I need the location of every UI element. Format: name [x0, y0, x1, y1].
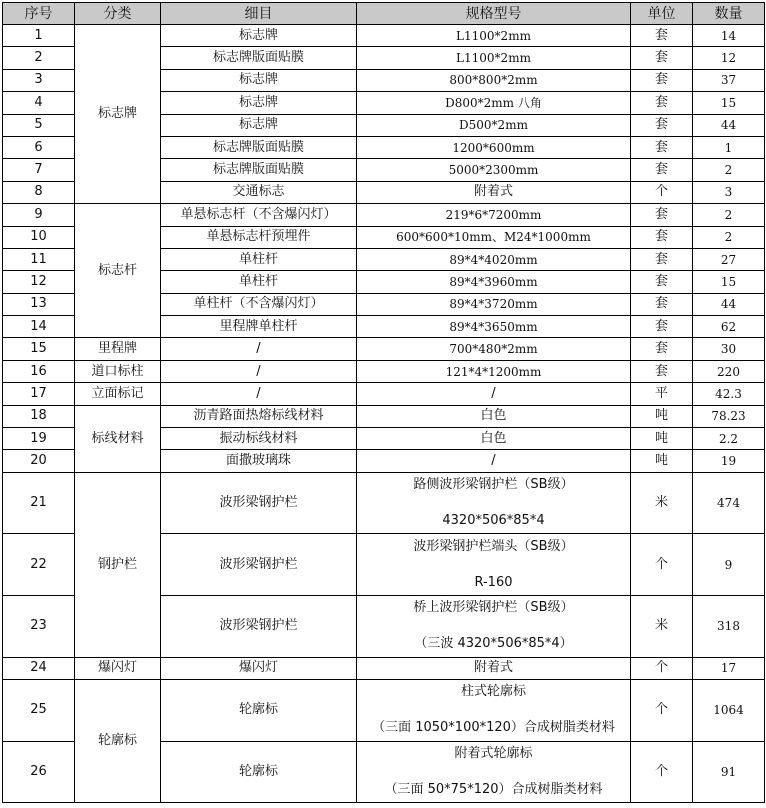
spec-cell: 5000*2300mm — [357, 159, 631, 181]
spec-cell — [357, 679, 631, 741]
header-qty: 数量 — [693, 3, 765, 25]
row-no: 20 — [3, 450, 75, 472]
row-no: 22 — [3, 534, 75, 596]
qty-cell: 78.23 — [693, 405, 765, 427]
item-cell: 面撒玻璃珠 — [161, 450, 357, 472]
qty-cell: 37 — [693, 69, 765, 91]
row-no: 14 — [3, 316, 75, 338]
item-cell: 单悬标志杆（不含爆闪灯） — [161, 204, 357, 226]
qty-cell: 9 — [693, 534, 765, 596]
unit-cell: 米 — [631, 472, 693, 534]
unit-cell: 套 — [631, 25, 693, 47]
spec-cell: D500*2mm — [357, 114, 631, 136]
item-cell: 沥青路面热熔标线材料 — [161, 405, 357, 427]
item-cell: 波形梁钢护栏 — [161, 534, 357, 596]
item-cell: 标志牌 — [161, 69, 357, 91]
spec-cell: 89*4*3960mm — [357, 271, 631, 293]
header-category: 分类 — [75, 3, 161, 25]
row-no: 4 — [3, 92, 75, 114]
row-no: 7 — [3, 159, 75, 181]
qty-cell: 3 — [693, 181, 765, 203]
materials-table — [2, 2, 765, 803]
unit-cell: 套 — [631, 69, 693, 91]
row-no: 17 — [3, 383, 75, 405]
qty-cell: 2.2 — [693, 428, 765, 450]
unit-cell: 平 — [631, 383, 693, 405]
qty-cell: 1064 — [693, 679, 765, 741]
unit-cell: 套 — [631, 136, 693, 158]
row-no: 16 — [3, 360, 75, 382]
qty-cell: 44 — [693, 114, 765, 136]
row-no: 11 — [3, 248, 75, 270]
spec-line-2: （三面 1050*100*120）合成树脂类材料 — [372, 720, 615, 736]
qty-cell: 19 — [693, 450, 765, 472]
header-row — [3, 3, 765, 25]
row-no: 25 — [3, 679, 75, 741]
item-cell: 标志牌版面贴膜 — [161, 159, 357, 181]
spec-cell: 白色 — [357, 405, 631, 427]
spec-line-2: R-160 — [474, 574, 513, 590]
item-cell: / — [161, 338, 357, 360]
spec-cell: 89*4*3720mm — [357, 293, 631, 315]
unit-cell: 个 — [631, 534, 693, 596]
item-cell: 标志牌 — [161, 92, 357, 114]
row-no: 18 — [3, 405, 75, 427]
unit-cell: 套 — [631, 159, 693, 181]
item-cell: / — [161, 383, 357, 405]
spec-cell — [357, 472, 631, 534]
item-cell: 单柱杆 — [161, 271, 357, 293]
spec-line: 路侧波形梁钢护栏（SB级） — [413, 477, 574, 493]
item-cell: 交通标志 — [161, 181, 357, 203]
category-cell: 爆闪灯 — [75, 657, 161, 679]
item-cell: 标志牌版面贴膜 — [161, 47, 357, 69]
category-cell: 标志牌 — [75, 25, 161, 204]
qty-cell: 15 — [693, 92, 765, 114]
unit-cell: 套 — [631, 316, 693, 338]
row-no: 6 — [3, 136, 75, 158]
qty-cell: 2 — [693, 204, 765, 226]
row-no: 1 — [3, 25, 75, 47]
unit-cell: 吨 — [631, 405, 693, 427]
item-cell: 标志牌 — [161, 114, 357, 136]
category-cell: 标志杆 — [75, 204, 161, 338]
unit-cell: 套 — [631, 271, 693, 293]
qty-cell: 42.3 — [693, 383, 765, 405]
category-cell: 里程牌 — [75, 338, 161, 360]
item-cell: 标志牌 — [161, 25, 357, 47]
spec-cell — [357, 596, 631, 658]
spec-line-2: （三面 50*75*120）合成树脂类材料 — [384, 781, 603, 797]
spec-line: 柱式轮廓标 — [460, 684, 526, 700]
spec-cell: L1100*2mm — [357, 25, 631, 47]
table-row — [3, 25, 765, 47]
unit-cell: 套 — [631, 114, 693, 136]
category-cell: 标线材料 — [75, 405, 161, 472]
row-no: 24 — [3, 657, 75, 679]
table-row — [3, 679, 765, 741]
spec-line-2: 4320*506*85*4 — [442, 513, 545, 529]
qty-cell: 91 — [693, 741, 765, 803]
category-cell: 轮廓标 — [75, 679, 161, 802]
category-cell: 立面标记 — [75, 383, 161, 405]
spec-cell: / — [357, 450, 631, 472]
spec-cell: 附着式 — [357, 657, 631, 679]
item-cell: 振动标线材料 — [161, 428, 357, 450]
unit-cell: 米 — [631, 596, 693, 658]
row-no: 26 — [3, 741, 75, 803]
spec-line: 桥上波形梁钢护栏（SB级） — [413, 600, 574, 616]
spec-cell: 附着式 — [357, 181, 631, 203]
item-cell: 标志牌版面贴膜 — [161, 136, 357, 158]
qty-cell: 318 — [693, 596, 765, 658]
qty-cell: 14 — [693, 25, 765, 47]
item-cell: 波形梁钢护栏 — [161, 472, 357, 534]
row-no: 9 — [3, 204, 75, 226]
spec-cell: 219*6*7200mm — [357, 204, 631, 226]
spec-cell: 1200*600mm — [357, 136, 631, 158]
table-row — [3, 657, 765, 679]
unit-cell: 个 — [631, 679, 693, 741]
qty-cell: 27 — [693, 248, 765, 270]
item-cell: 爆闪灯 — [161, 657, 357, 679]
item-cell: 轮廓标 — [161, 679, 357, 741]
item-cell: / — [161, 360, 357, 382]
row-no: 2 — [3, 47, 75, 69]
unit-cell: 吨 — [631, 450, 693, 472]
spec-cell: 白色 — [357, 428, 631, 450]
header-no: 序号 — [3, 3, 75, 25]
spec-cell: L1100*2mm — [357, 47, 631, 69]
spec-cell: 600*600*10mm、M24*1000mm — [357, 226, 631, 248]
unit-cell: 套 — [631, 47, 693, 69]
spec-line-2: （三波 4320*506*85*4） — [414, 636, 573, 652]
item-cell: 单悬标志杆预埋件 — [161, 226, 357, 248]
qty-cell: 1 — [693, 136, 765, 158]
unit-cell: 套 — [631, 338, 693, 360]
unit-cell: 套 — [631, 204, 693, 226]
table-row — [3, 472, 765, 534]
qty-cell: 17 — [693, 657, 765, 679]
table-row — [3, 360, 765, 382]
qty-cell: 220 — [693, 360, 765, 382]
qty-cell: 44 — [693, 293, 765, 315]
qty-cell: 2 — [693, 226, 765, 248]
unit-cell: 套 — [631, 248, 693, 270]
row-no: 3 — [3, 69, 75, 91]
spec-cell: 700*480*2mm — [357, 338, 631, 360]
category-cell: 道口标柱 — [75, 360, 161, 382]
spec-cell: / — [357, 383, 631, 405]
table-row — [3, 204, 765, 226]
table-row — [3, 338, 765, 360]
row-no: 12 — [3, 271, 75, 293]
qty-cell: 62 — [693, 316, 765, 338]
spec-cell: 89*4*4020mm — [357, 248, 631, 270]
row-no: 8 — [3, 181, 75, 203]
table-row — [3, 383, 765, 405]
row-no: 5 — [3, 114, 75, 136]
row-no: 21 — [3, 472, 75, 534]
unit-cell: 套 — [631, 360, 693, 382]
unit-cell: 套 — [631, 92, 693, 114]
row-no: 19 — [3, 428, 75, 450]
item-cell: 单柱杆（不含爆闪灯） — [161, 293, 357, 315]
header-spec: 规格型号 — [357, 3, 631, 25]
unit-cell: 套 — [631, 293, 693, 315]
item-cell: 里程牌单柱杆 — [161, 316, 357, 338]
item-cell: 单柱杆 — [161, 248, 357, 270]
spec-cell: 89*4*3650mm — [357, 316, 631, 338]
spec-cell: D800*2mm 八角 — [357, 92, 631, 114]
unit-cell: 个 — [631, 741, 693, 803]
unit-cell: 个 — [631, 657, 693, 679]
qty-cell: 30 — [693, 338, 765, 360]
spec-cell: 800*800*2mm — [357, 69, 631, 91]
row-no: 23 — [3, 596, 75, 658]
qty-cell: 474 — [693, 472, 765, 534]
unit-cell: 个 — [631, 181, 693, 203]
row-no: 13 — [3, 293, 75, 315]
table-row — [3, 405, 765, 427]
unit-cell: 套 — [631, 226, 693, 248]
header-item: 细目 — [161, 3, 357, 25]
row-no: 15 — [3, 338, 75, 360]
item-cell: 轮廓标 — [161, 741, 357, 803]
item-cell: 波形梁钢护栏 — [161, 596, 357, 658]
spec-cell: 121*4*1200mm — [357, 360, 631, 382]
spec-cell — [357, 534, 631, 596]
qty-cell: 12 — [693, 47, 765, 69]
category-cell: 钢护栏 — [75, 472, 161, 657]
unit-cell: 吨 — [631, 428, 693, 450]
row-no: 10 — [3, 226, 75, 248]
spec-line: 附着式轮廓标 — [454, 745, 533, 761]
spec-line: 波形梁钢护栏端头（SB级） — [413, 538, 574, 554]
header-unit: 单位 — [631, 3, 693, 25]
qty-cell: 15 — [693, 271, 765, 293]
qty-cell: 2 — [693, 159, 765, 181]
spec-cell — [357, 741, 631, 803]
